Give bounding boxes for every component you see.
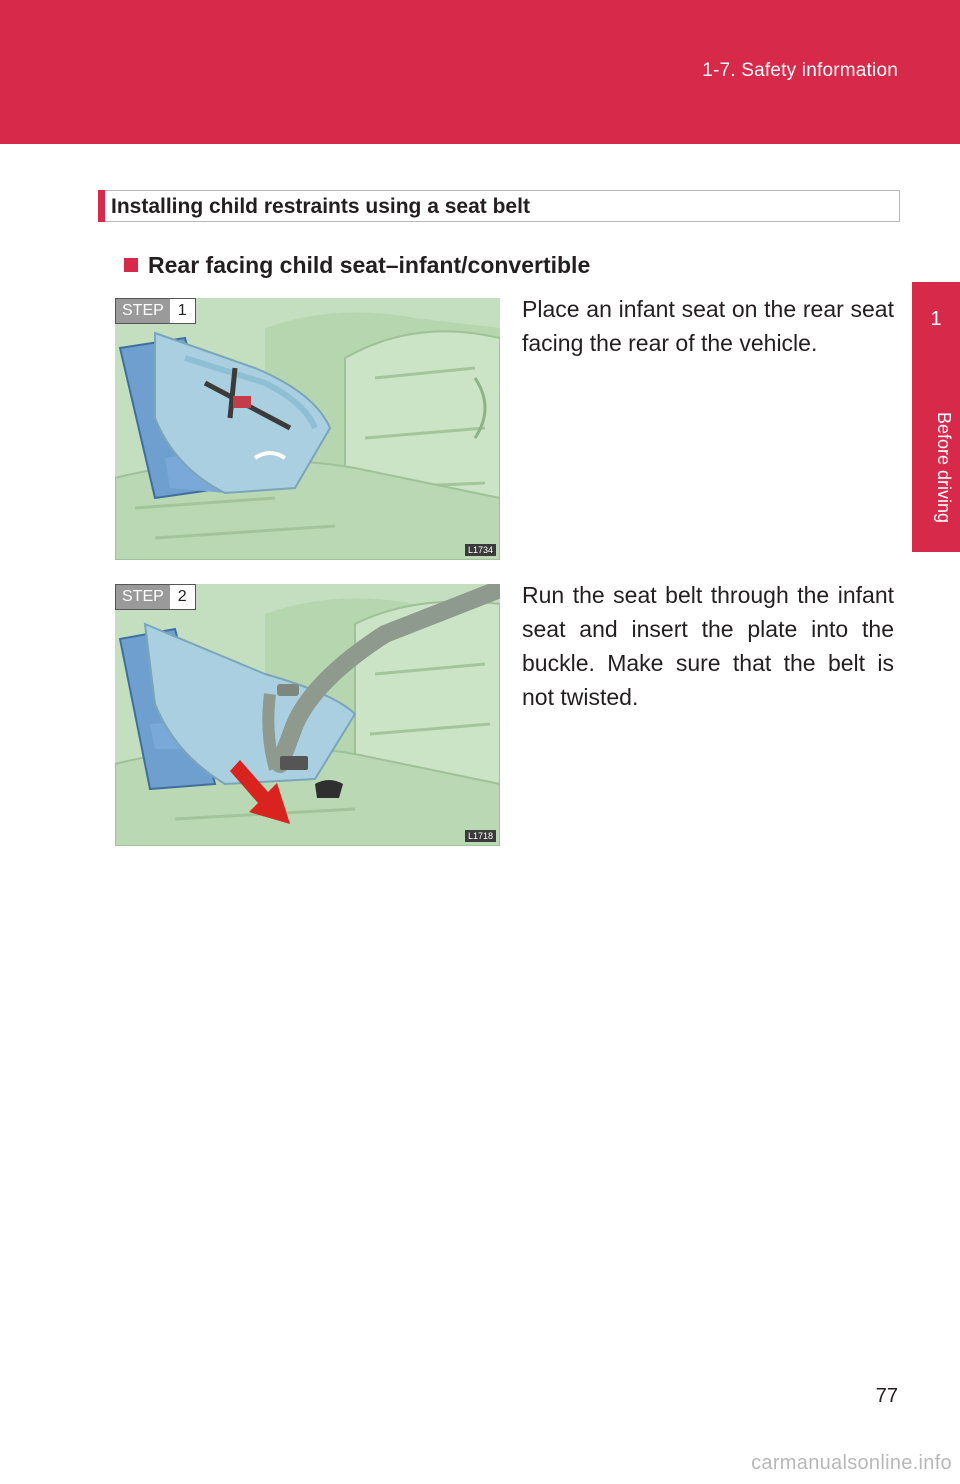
page-number: 77 <box>875 1385 898 1407</box>
step-2-badge-word: STEP <box>116 585 170 609</box>
side-tab-number: 1 <box>930 308 942 330</box>
section-heading: Installing child restraints using a seat belt <box>111 195 530 218</box>
section-heading-bar <box>98 190 900 222</box>
step-1-badge-number: 1 <box>177 302 187 319</box>
step-1-badge-word: STEP <box>116 299 170 323</box>
step-1-text: Place an infant seat on the rear seat facing the rear of the vehicle. <box>522 296 894 356</box>
step-1-figure-code: L1734 <box>465 544 496 556</box>
step-2-badge <box>115 584 196 610</box>
subsection-heading <box>124 252 590 279</box>
side-tab <box>912 282 960 552</box>
header-title: 1-7. Safety information <box>702 60 898 81</box>
step-2-badge-number: 2 <box>177 588 187 605</box>
step-2-figure-code: L1718 <box>465 830 496 842</box>
subsection-heading-text: Rear facing child seat–infant/convertible <box>148 252 591 278</box>
infant-seat-on-rear-seat-image <box>115 298 500 560</box>
step-2-text: Run the seat belt through the infant seat and insert the plate into the buckle. Make sure that the belt is not twisted. <box>522 582 894 710</box>
step-1-badge <box>115 298 196 324</box>
step-1-illustration <box>115 298 500 560</box>
section-accent <box>98 190 105 222</box>
square-bullet-icon <box>124 258 138 272</box>
step-2-illustration <box>115 584 500 846</box>
header-band <box>0 0 960 144</box>
side-tab-label: Before driving <box>934 412 954 524</box>
watermark[interactable]: carmanualsonline.info <box>751 1452 952 1474</box>
seat-belt-through-infant-seat-image <box>115 584 500 846</box>
